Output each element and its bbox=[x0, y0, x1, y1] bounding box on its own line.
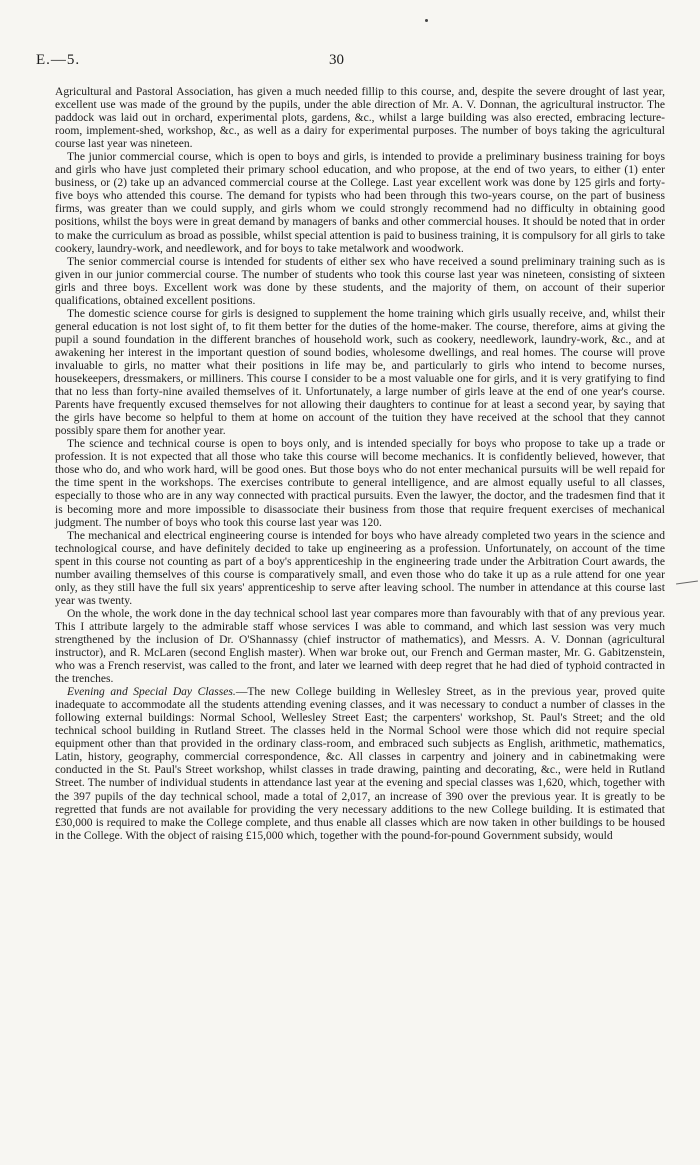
paragraph-domestic-science: The domestic science course for girls is designed to supplement the home training which girls usually receive, and, whilst their general education is not lost sight of, to fit them better for the duties of the home-maker. The course, therefore, aims at giving the pupil a sound foundation in the different branches of household work, such as cookery, needlework, laundry-work, &c., and at awakening her interest in the important question of sound bodies, wholesome dwellings, and real homes. The course will prove invaluable to girls, no matter what their positions in life may be, and particularly to girls who intend to become nurses, housekeepers, dressmakers, or milliners. This course I consider to be a most valuable one for girls, and it is very gratifying to find that no less than forty-nine availed themselves of it. Unfortunately, a large number of girls leave at the end of one year's course. Parents have frequently excused themselves for not allowing their daughters to continue for at least a second year, by saying that the girls have become so helpful to them at home on account of the tuition they have received at the school that they cannot possibly spare them for another year. bbox=[55, 307, 665, 438]
paragraph-engineering: The mechanical and electrical engineering course is intended for boys who have already completed two years in the science and technological course, and have definitely decided to take up engineering as a profession. Unfortunately, on account of the time spent in this course not counting as part of a boy's apprenticeship in the engineering trade under the Arbitration Court awards, the number availing themselves of this course is comparatively small, and even those who do take it up as a rule attend for one year only, as they still have the full six years' apprenticeship to serve after leaving school. The number in attendance at this course last year was twenty. bbox=[55, 529, 665, 607]
body-text bbox=[55, 86, 665, 843]
margin-mark bbox=[676, 580, 698, 584]
evening-text: —The new College building in Wellesley Street, as in the previous year, proved quite inadequate to accommodate all the students attending evening classes, and it was necessary to conduct a number of classes in the following external buildings: Normal School, Wellesley Street East; the carpenters' workshop, St. Paul's Street; and the old technical school building in Rutland Street. The classes held in the Normal School were those which did not require special equipment other than that provided in the ordinary class-room, and embraced such subjects as English, arithmetic, mathematics, Latin, history, geography, commercial correspondence, &c. All classes in carpentry and joinery and in cabinetmaking were conducted in the St. Paul's Street workshop, whilst classes in trade drawing, painting and decorating, &c., were held in Rutland Street. The number of individual students in attendance last year at the evening and special classes was 1,620, which, together with the 397 pupils of the day technical school, made a total of 2,017, an increase of 390 over the previous year. It is greatly to be regretted that funds are not available for providing the very necessary additions to the new College building. It is estimated that £30,000 is required to make the College complete, and thus enable all classes which are now taken in other buildings to be housed in the College. With the object of raising £15,000 which, together with the pound-for-pound Government subsidy, would bbox=[55, 686, 666, 842]
paragraph-agricultural: Agricultural and Pastoral Association, has given a much needed fillip to this course, and, despite the severe drought of last year, excellent use was made of the ground by the pupils, under the able direction of Mr. A. V. Donnan, the agricultural instructor. The paddock was laid out in orchard, experimental plots, gardens, &c., whilst a large building was also erected, embracing lecture-room, implement-shed, workshop, &c., as well as a dairy for experimental purposes. The number of boys taking the agricultural course last year was nineteen. bbox=[55, 86, 665, 151]
paragraph-science-technical: The science and technical course is open to boys only, and is intended specially for boys who propose to take up a trade or profession. It is not expected that all those who take this course will become mechanics. It is confidently believed, however, that those who do, and who work hard, will be good ones. But those boys who do not enter mechanical pursuits will be well repaid for the time spent in the workshops. The exercises contribute to general intelligence, and are almost equally useful to all classes, especially to those who are in any way connected with practical pursuits. Even the lawyer, the doctor, and the tradesmen find that it is becoming more and more impossible to disassociate their business from those that require frequent exercises of mechanical judgment. The number of boys who took this course last year was 120. bbox=[55, 438, 665, 529]
document-reference: E.—5. bbox=[36, 52, 81, 68]
paragraph-evening-classes bbox=[55, 686, 665, 843]
evening-heading: Evening and Special Day Classes. bbox=[67, 686, 236, 699]
paragraph-senior-commercial: The senior commercial course is intended for students of either sex who have received a sound preliminary training such as is given in our junior commercial course. The number of students who took this course last year was nineteen, consisting of sixteen girls and three boys. Excellent work was done by these students, and the majority of them, on account of their superior qualifications, obtained excellent positions. bbox=[55, 255, 665, 307]
speck bbox=[425, 19, 428, 22]
paragraph-day-school-summary: On the whole, the work done in the day technical school last year compares more than favourably with that of any previous year. This I attribute largely to the admirable staff whose services I was able to command, and which last session was very much strengthened by the inclusion of Dr. O'Shannassy (chief instructor of mathematics), and Messrs. A. V. Donnan (agricultural instructor), and R. McLaren (second English master). When war broke out, our French and German master, Mr. G. Gabitzenstein, who was a French reservist, was called to the front, and later we learned with deep regret that he had died of typhoid contracted in the trenches. bbox=[55, 607, 665, 686]
page-number: 30 bbox=[329, 52, 344, 68]
paragraph-junior-commercial: The junior commercial course, which is open to boys and girls, is intended to provide a preliminary business training for boys and girls who have just completed their primary school education, and who propose, at the end of two years, to either (1) enter business, or (2) take up an advanced commercial course at the College. Last year excellent work was done by 125 girls and forty-five boys who attended this course. The demand for typists who had been through this two-years course, on the part of business firms, was greater than we could supply, and girls whom we could strongly recommend had no difficulty in obtaining good positions, whilst the boys were in great demand by managers of banks and other commercial houses. It should be noted that in order to make the curriculum as broad as possible, whilst special attention is paid to business training, it is compulsory for all girls to take cookery, laundry-work, and needlework, and for boys to take metalwork and woodwork. bbox=[55, 151, 665, 255]
